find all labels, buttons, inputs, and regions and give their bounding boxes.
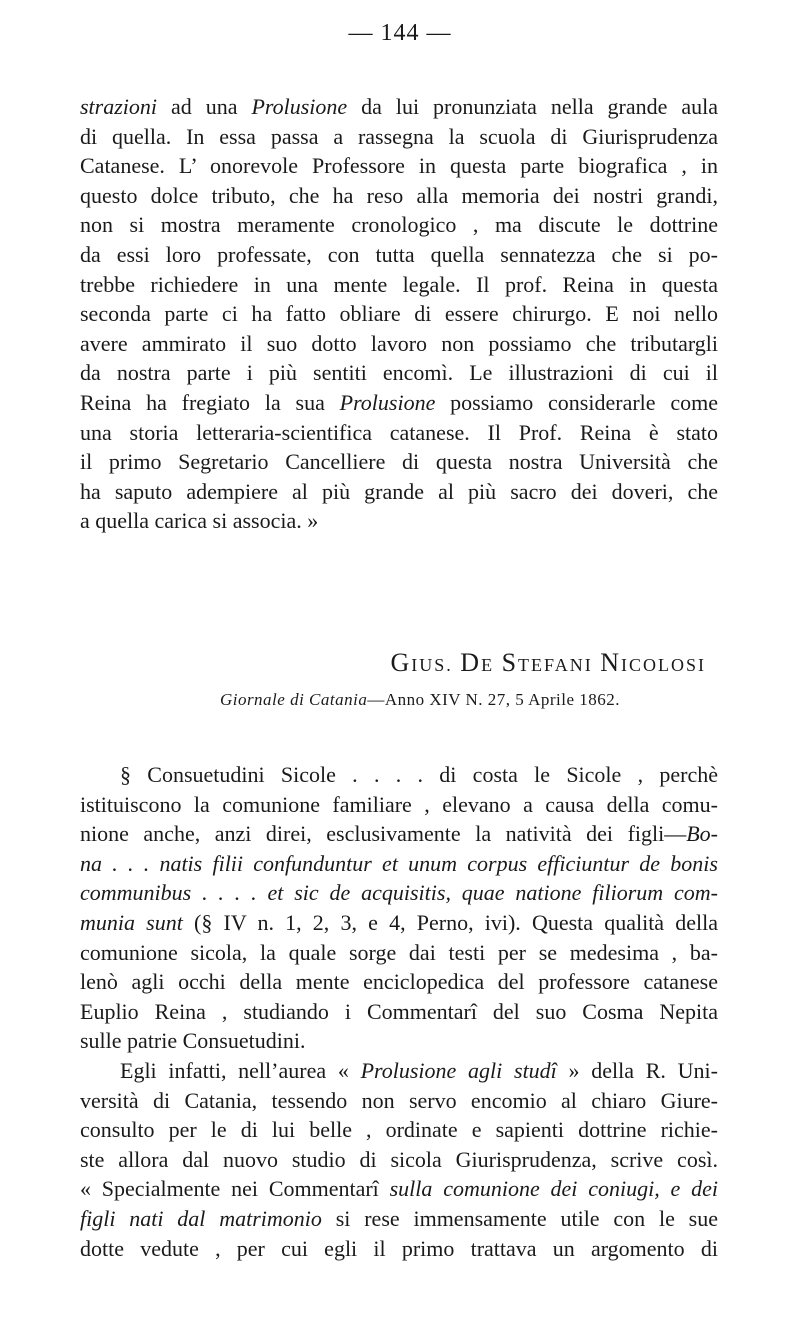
text-line bbox=[80, 849, 718, 879]
text-line bbox=[80, 418, 718, 448]
text-line bbox=[80, 477, 718, 507]
italic-text: munia sunt bbox=[80, 909, 183, 935]
text-span: questo dolce tributo, che ha reso alla memoria dei nostri grandi, bbox=[80, 182, 718, 208]
italic-text: strazioni bbox=[80, 94, 158, 119]
text-line bbox=[80, 1204, 718, 1234]
text-line bbox=[80, 270, 718, 300]
text-span: trebbe richiedere in una mente legale. Il prof. Reina in questa bbox=[80, 271, 718, 297]
text-span: possiamo considerarle come bbox=[435, 389, 718, 415]
text-span: di quella. In essa passa a rassegna la scuola di Giurisprudenza bbox=[80, 123, 718, 149]
text-span: il primo Segretario Cancelliere di questa nostra Università che bbox=[80, 449, 718, 475]
text-span: » della R. Uni- bbox=[556, 1058, 718, 1083]
text-line bbox=[80, 908, 718, 938]
text-span: consulto per le di lui belle , ordinate e sapienti dottrine richie- bbox=[80, 1117, 718, 1143]
text-line bbox=[80, 878, 718, 908]
text-span: comunione sicola, la quale sorge dai testi per se medesima , ba- bbox=[80, 939, 718, 965]
text-line bbox=[80, 997, 718, 1027]
text-line bbox=[80, 151, 718, 181]
text-span: non si mostra meramente cronologico , ma discute le dottrine bbox=[80, 212, 718, 238]
text-span: avere ammirato il suo dotto lavoro non possiamo che tributargli bbox=[80, 330, 718, 356]
text-span: « Specialmente nei Commentarî bbox=[80, 1176, 390, 1202]
text-line bbox=[80, 92, 718, 122]
text-span: da lui pronunziata nella grande aula bbox=[347, 94, 718, 119]
paragraph-consuetudini bbox=[80, 760, 718, 1056]
text-line bbox=[80, 122, 718, 152]
text-line bbox=[80, 1115, 718, 1145]
text-span: lenò agli occhi della mente enciclopedica del professore catanese bbox=[80, 969, 718, 995]
text-line bbox=[80, 1056, 718, 1086]
text-span: si rese immensamente utile con le sue bbox=[321, 1205, 718, 1231]
text-span: ad una bbox=[157, 94, 252, 119]
author-signature bbox=[391, 648, 707, 678]
text-span: istituiscono la comunione familiare , elevano a causa della comu- bbox=[80, 791, 718, 817]
text-line bbox=[80, 967, 718, 997]
text-line bbox=[80, 447, 718, 477]
italic-text: communibus . . . . et sic de acquisitis, quae natione filiorum com- bbox=[80, 880, 718, 906]
signature-word: DE bbox=[460, 648, 495, 677]
text-span: ste allora dal nuovo studio di sicola Giurisprudenza, scrive così. bbox=[80, 1146, 718, 1172]
text-span: ha saputo adempiere al più grande al più sacro dei doveri, che bbox=[80, 478, 718, 504]
page-number: — 144 — bbox=[348, 20, 452, 46]
italic-text: Prolusione agli studî bbox=[360, 1058, 557, 1083]
text-span: a quella carica si associa. » bbox=[80, 508, 319, 534]
text-span: versità di Catania, tessendo non servo encomio al chiaro Giure- bbox=[80, 1087, 718, 1113]
italic-text: na . . . natis filii confunduntur et unum corpus efficiuntur de bonis bbox=[80, 850, 718, 876]
paragraph-review-excerpt bbox=[80, 92, 718, 536]
text-line bbox=[80, 240, 718, 270]
text-line bbox=[80, 388, 718, 418]
text-span: da nostra parte i più sentiti encomì. Le illustrazioni di cui il bbox=[80, 360, 718, 386]
italic-text: Prolusione bbox=[339, 389, 436, 415]
text-line bbox=[80, 1174, 718, 1204]
text-span: § Consuetudini Sicole . . . . di costa le Sicole , perchè bbox=[120, 762, 718, 787]
text-span: nione anche, anzi direi, esclusivamente la natività dei figli— bbox=[80, 821, 687, 847]
signature-word: NICOLOSI bbox=[600, 648, 706, 677]
text-span: (§ IV n. 1, 2, 3, e 4, Perno, ivi). Questa qualità della bbox=[182, 909, 718, 935]
text-line bbox=[80, 938, 718, 968]
text-line bbox=[80, 329, 718, 359]
text-span: da essi loro professate, con tutta quella sennatezza che si po- bbox=[80, 241, 718, 267]
text-line bbox=[80, 790, 718, 820]
text-line bbox=[80, 1026, 718, 1056]
italic-text: figli nati dal matrimonio bbox=[80, 1205, 322, 1231]
text-line bbox=[80, 210, 718, 240]
text-span: dotte vedute , per cui egli il primo trattava un argomento di bbox=[80, 1235, 718, 1261]
source-citation bbox=[0, 690, 800, 710]
text-line bbox=[80, 181, 718, 211]
text-span: Catanese. L’ onorevole Professore in questa parte biografica , in bbox=[80, 153, 718, 179]
paragraph-prolusione bbox=[80, 1056, 718, 1263]
text-span: sulle patrie Consuetudini. bbox=[80, 1028, 306, 1054]
italic-text: Prolusione bbox=[251, 94, 348, 119]
signature-word: STEFANI bbox=[501, 648, 593, 677]
text-span: Egli infatti, nell’aurea « bbox=[120, 1058, 361, 1083]
text-line bbox=[80, 299, 718, 329]
text-line bbox=[80, 506, 718, 536]
text-line bbox=[80, 819, 718, 849]
text-line bbox=[80, 1086, 718, 1116]
text-line bbox=[80, 358, 718, 388]
text-span: Reina ha fregiato la sua bbox=[80, 389, 340, 415]
text-line bbox=[80, 760, 718, 790]
text-line bbox=[80, 1234, 718, 1264]
signature-word: GIUS. bbox=[390, 648, 453, 677]
journal-name: Giornale di Catania bbox=[219, 690, 368, 709]
italic-text: sulla comunione dei coniugi, e dei bbox=[389, 1176, 718, 1202]
italic-text: Bo- bbox=[686, 821, 718, 847]
text-span: seconda parte ci ha fatto obliare di essere chirurgo. E noi nello bbox=[80, 301, 718, 327]
text-line bbox=[80, 1145, 718, 1175]
text-span: una storia letteraria-scientifica catanese. Il Prof. Reina è stato bbox=[80, 419, 718, 445]
text-span: Euplio Reina , studiando i Commentarî del suo Cosma Nepita bbox=[80, 998, 718, 1024]
source-details: —Anno XIV N. 27, 5 Aprile 1862. bbox=[367, 690, 621, 709]
